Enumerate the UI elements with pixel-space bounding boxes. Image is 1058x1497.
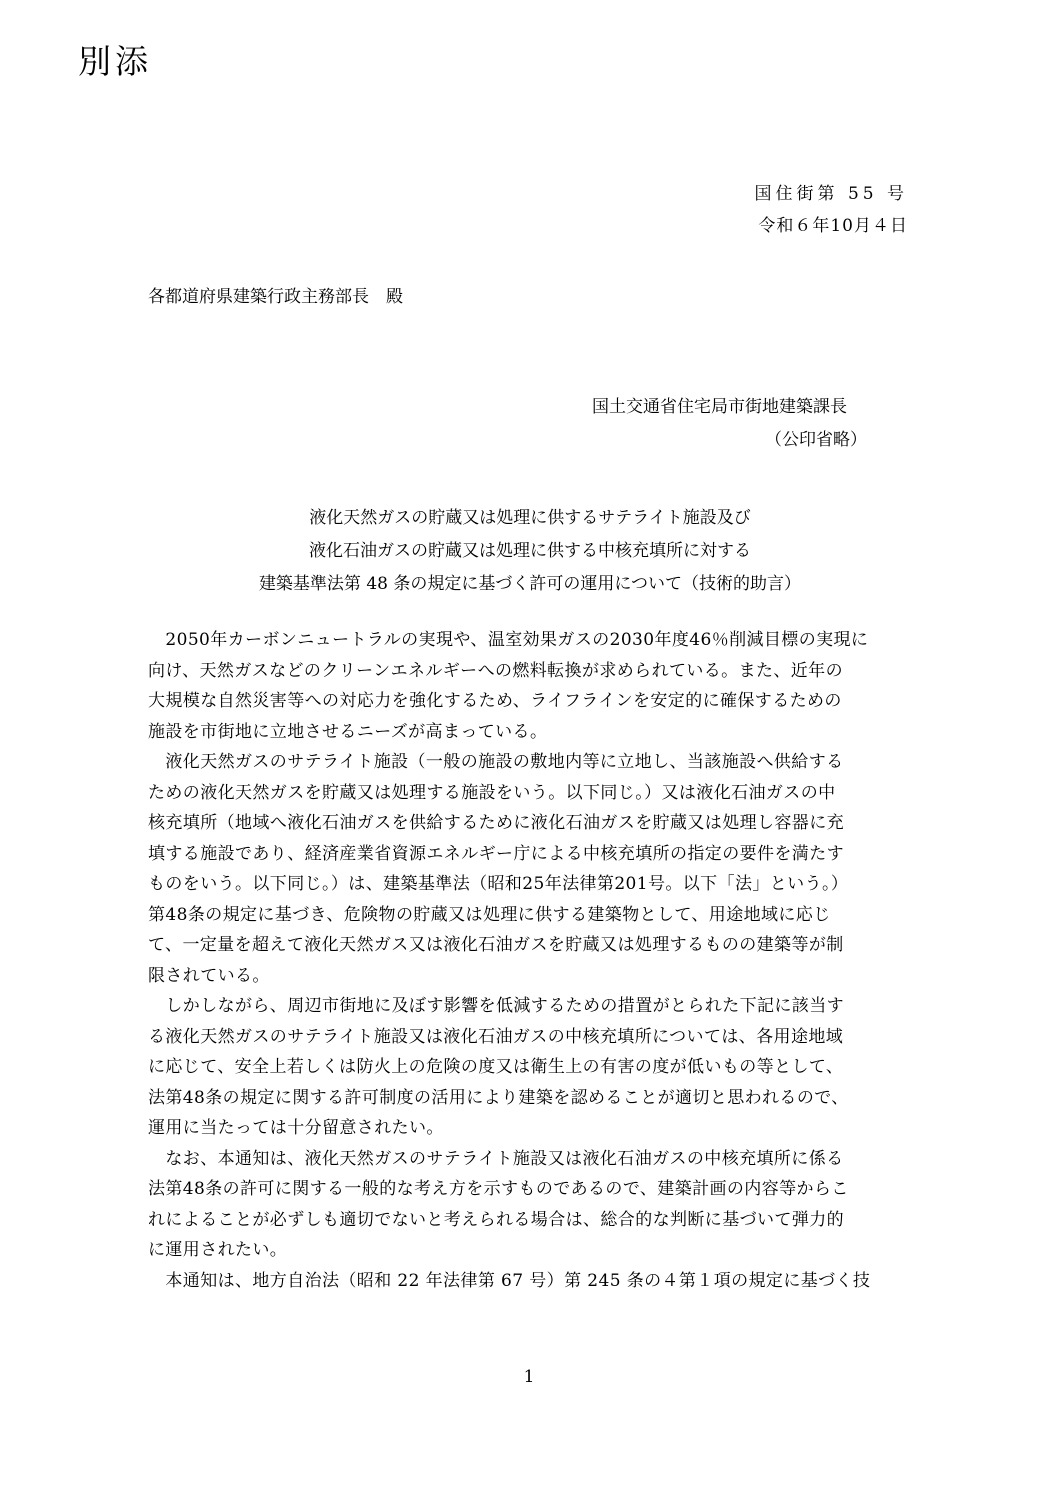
body-line: 法第48条の規定に関する許可制度の活用により建築を認めることが適切と思われるので、	[148, 1087, 849, 1108]
title-line: 建築基準法第 48 条の規定に基づく許可の運用について（技術的助言）	[258, 574, 802, 594]
body-line: 向け、天然ガスなどのクリーンエネルギーへの燃料転換が求められている。また、近年の	[148, 660, 843, 681]
seal-omitted-note: （公印省略）	[765, 430, 867, 450]
body-line: 2050年カーボンニュートラルの実現や、温室効果ガスの2030年度46％削減目標の実現に	[148, 630, 869, 650]
recipient: 各都道府県建築行政主務部長 殿	[148, 287, 403, 307]
body-line: 核充填所（地域へ液化石油ガスを供給するために液化石油ガスを貯蔵又は処理し容器に充	[148, 813, 844, 833]
body-line: に応じて、安全上若しくは防火上の危険の度又は衛生上の有害の度が低いもの等として、	[148, 1057, 844, 1077]
body-line: 填する施設であり、経済産業省資源エネルギー庁による中核充填所の指定の要件を満たす	[148, 843, 844, 864]
body-line: に運用されたい。	[148, 1240, 288, 1260]
document-title	[150, 502, 910, 601]
body-line: て、一定量を超えて液化天然ガス又は液化石油ガスを貯蔵又は処理するものの建築等が制	[148, 935, 844, 955]
document-number: 国住街第 55 号	[754, 184, 908, 204]
body-line: 限されている。	[148, 965, 270, 986]
title-line: 液化天然ガスの貯蔵又は処理に供するサテライト施設及び	[309, 508, 751, 528]
body-line: 本通知は、地方自治法（昭和 22 年法律第 67 号）第 245 条の４第１項の規定に基づく技	[148, 1270, 871, 1291]
document-date: 令和６年10月４日	[758, 216, 908, 236]
body-line: 大規模な自然災害等への対応力を強化するため、ライフラインを安定的に確保するための	[148, 691, 842, 711]
body-line: 運用に当たっては十分留意されたい。	[148, 1118, 444, 1138]
attachment-label: 別添	[78, 42, 152, 81]
body-line: 第48条の規定に基づき、危険物の貯蔵又は処理に供する建築物として、用途地域に応じ	[148, 904, 831, 925]
body-line: なお、本通知は、液化天然ガスのサテライト施設又は液化石油ガスの中核充填所に係る	[148, 1148, 844, 1169]
body-line: 液化天然ガスのサテライト施設（一般の施設の敷地内等に立地し、当該施設へ供給する	[148, 752, 844, 772]
body-line: 施設を市街地に立地させるニーズが高まっている。	[148, 721, 548, 742]
body-line: れによることが必ずしも適切でないと考えられる場合は、総合的な判断に基づいて弾力的	[148, 1209, 844, 1230]
body-line: しかしながら、周辺市街地に及ぼす影響を低減するための措置がとられた下記に該当す	[148, 996, 844, 1016]
title-line: 液化石油ガスの貯蔵又は処理に供する中核充填所に対する	[309, 541, 751, 561]
sender-name: 国土交通省住宅局市街地建築課長	[592, 397, 847, 417]
body-line: ものをいう。以下同じ。）は、建築基準法（昭和25年法律第201号。以下「法」という。）	[148, 874, 849, 894]
body-line: ための液化天然ガスを貯蔵又は処理する施設をいう。以下同じ。）又は液化石油ガスの中	[148, 782, 836, 803]
page-number: 1	[523, 1367, 535, 1387]
body-line: る液化天然ガスのサテライト施設又は液化石油ガスの中核充填所については、各用途地域	[148, 1026, 844, 1047]
body-line: 法第48条の許可に関する一般的な考え方を示すものであるので、建築計画の内容等からこ	[148, 1179, 849, 1199]
body-text	[148, 625, 908, 1296]
